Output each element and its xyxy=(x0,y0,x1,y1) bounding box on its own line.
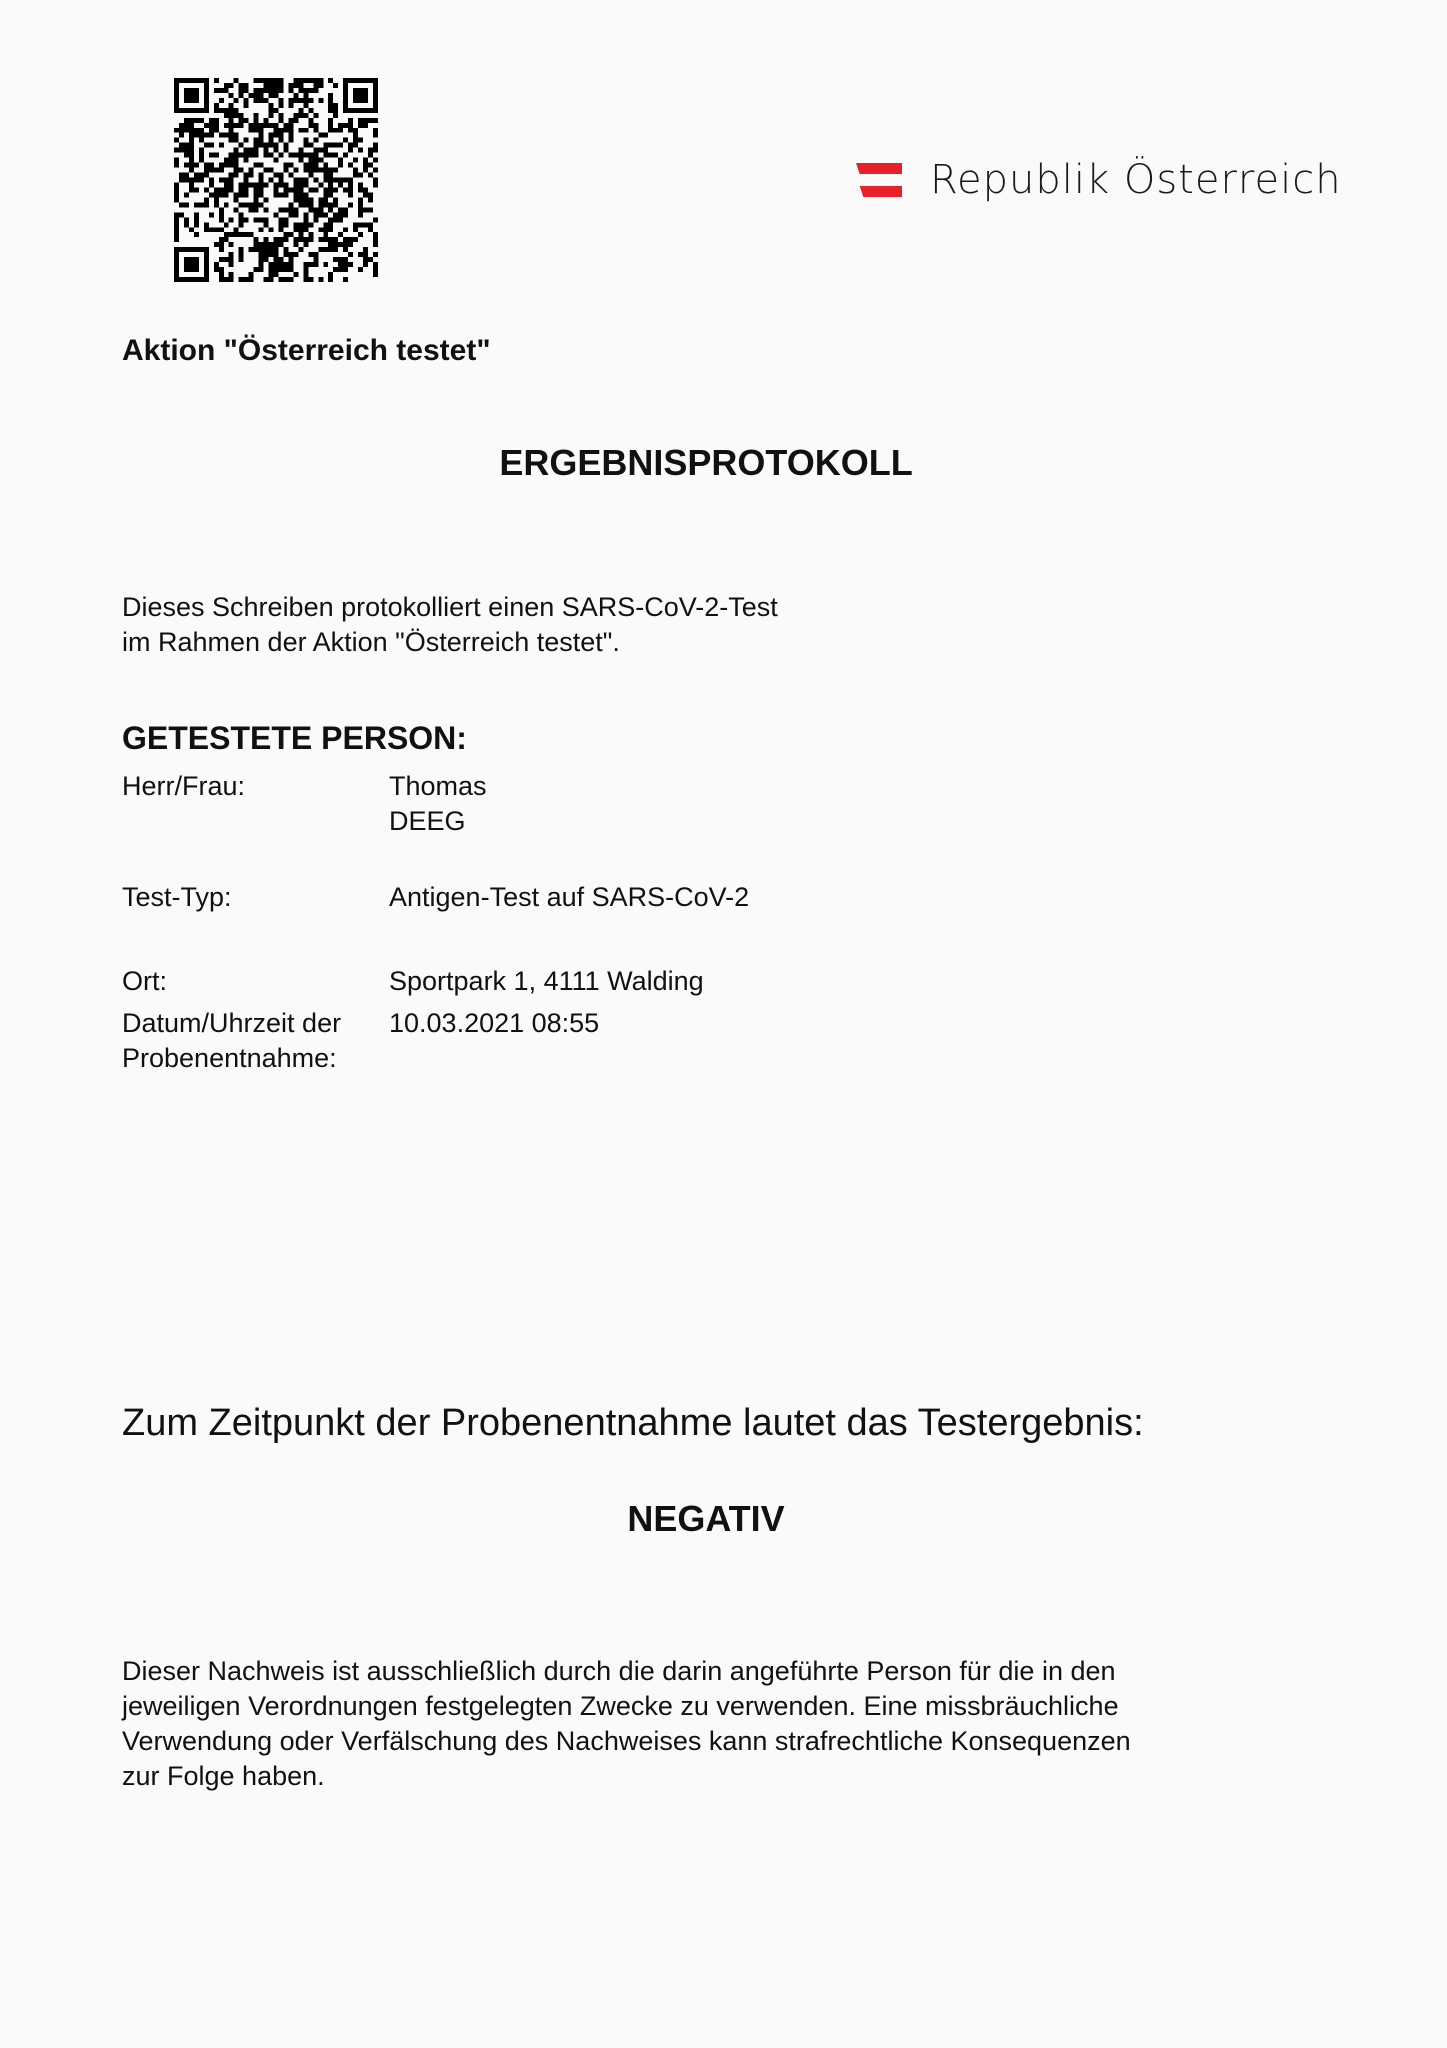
disclaimer-line-3: Verwendung oder Verfälschung des Nachweises kann strafrechtliche Konsequenzen xyxy=(122,1726,1131,1756)
salutation-label: Herr/Frau: xyxy=(122,771,246,801)
first-name: Thomas xyxy=(389,771,487,801)
intro-line-2: im Rahmen der Aktion "Österreich testet". xyxy=(122,627,620,657)
document-title: ERGEBNISPROTOKOLL xyxy=(499,442,913,483)
location-value: Sportpark 1, 4111 Walding xyxy=(389,966,704,996)
disclaimer-line-2: jeweiligen Verordnungen festgelegten Zwecke zu verwenden. Eine missbräuchliche xyxy=(122,1691,1119,1721)
qr-code xyxy=(174,78,378,282)
test-type-label: Test-Typ: xyxy=(122,882,232,912)
result-lead-text: Zum Zeitpunkt der Probenentnahme lautet das Testergebnis: xyxy=(122,1402,1144,1444)
intro-text xyxy=(122,590,778,660)
test-type-value: Antigen-Test auf SARS-CoV-2 xyxy=(389,882,750,912)
datetime-label-line-2: Probenentnahme: xyxy=(122,1043,337,1073)
last-name: DEEG xyxy=(389,806,466,836)
action-title: Aktion "Österreich testet" xyxy=(122,334,491,367)
republik-oesterreich-logo xyxy=(856,158,1342,202)
datetime-label-line-1: Datum/Uhrzeit der xyxy=(122,1008,342,1038)
austria-flag-icon xyxy=(856,163,902,197)
person-name xyxy=(389,769,487,839)
disclaimer-text xyxy=(122,1654,1262,1794)
location-label: Ort: xyxy=(122,966,167,996)
datetime-value: 10.03.2021 08:55 xyxy=(389,1008,600,1038)
disclaimer-line-1: Dieser Nachweis ist ausschließlich durch die darin angeführte Person für die in den xyxy=(122,1656,1116,1686)
person-heading: GETESTETE PERSON: xyxy=(122,720,467,756)
intro-line-1: Dieses Schreiben protokolliert einen SARS-CoV-2-Test xyxy=(122,592,778,622)
datetime-label xyxy=(122,1006,341,1076)
disclaimer-line-4: zur Folge haben. xyxy=(122,1761,325,1791)
logo-text: Republik Österreich xyxy=(930,157,1342,203)
test-result: NEGATIV xyxy=(627,1498,785,1539)
